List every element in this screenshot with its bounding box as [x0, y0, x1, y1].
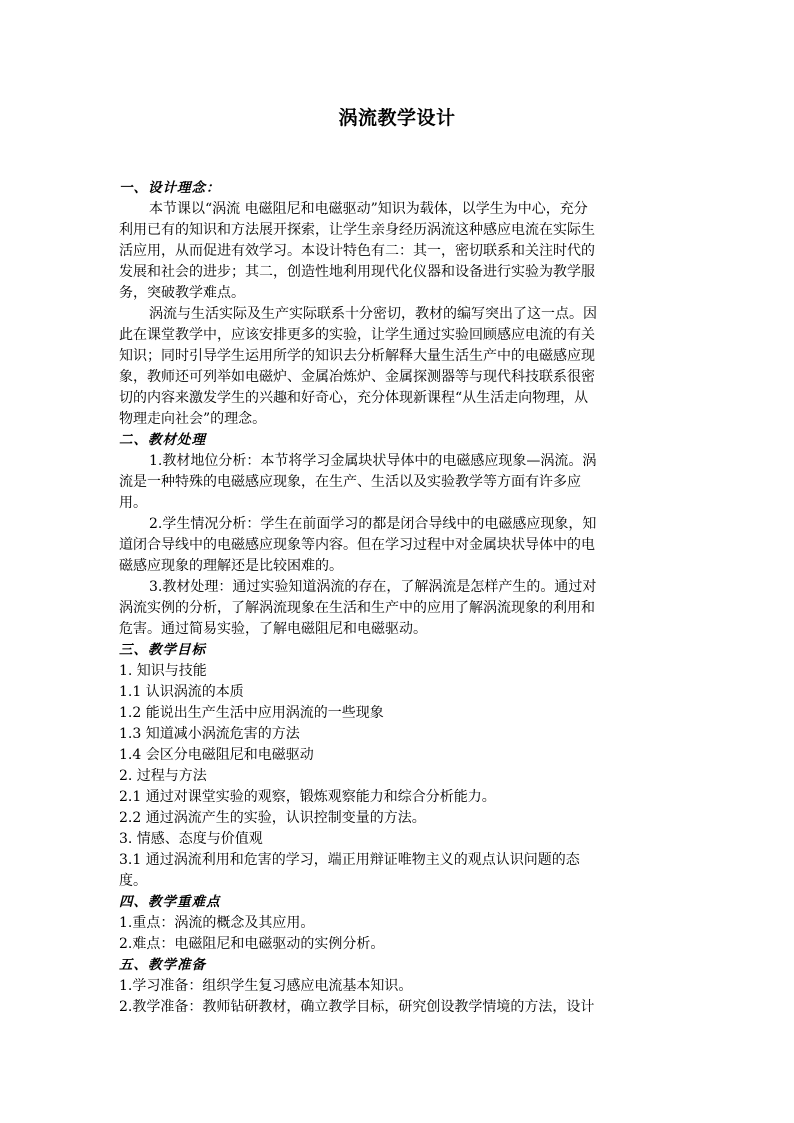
- text-line: 物理走向社会”的理念。: [119, 411, 267, 427]
- text-line: 磁感应现象的理解还是比较困难的。: [119, 558, 343, 574]
- text-line: 1.教材地位分析：本节将学习金属块状导体中的电磁感应现象—涡流。涡: [149, 453, 597, 469]
- text-line: 1. 知识与技能: [119, 663, 207, 679]
- section-heading: 五、教学准备: [119, 957, 206, 973]
- text-line: 2.学生情况分析：学生在前面学习的都是闭合导线中的电磁感应现象，知: [149, 516, 597, 532]
- text-line: 3.教材处理：通过实验知道涡流的存在，了解涡流是怎样产生的。通过对: [149, 579, 597, 595]
- text-line: 本节课以“涡流 电磁阻尼和电磁驱动”知识为载体，以学生为中心，充分: [149, 201, 588, 217]
- text-line: 切的内容来激发学生的兴趣和好奇心，充分体现新课程“从生活走向物理，从: [119, 390, 589, 406]
- section-heading: 一、设计理念：: [119, 180, 221, 196]
- text-line: 3. 情感、态度与价值观: [119, 831, 263, 847]
- text-line: 危害。通过简易实验，了解电磁阻尼和电磁驱动。: [119, 621, 427, 637]
- section-heading: 三、教学目标: [119, 642, 206, 658]
- text-line: 3.1 通过涡流利用和危害的学习，端正用辩证唯物主义的观点认识问题的态: [119, 852, 580, 868]
- section-heading: 四、教学重难点: [119, 894, 221, 910]
- text-line: 2.教学准备：教师钻研教材，确立教学目标，研究创设教学情境的方法，设计: [119, 999, 595, 1015]
- text-line: 活应用，从而促进有效学习。本设计特色有二：其一，密切联系和关注时代的: [119, 243, 595, 259]
- text-line: 2.2 通过涡流产生的实验，认识控制变量的方法。: [119, 810, 426, 826]
- text-line: 1.3 知道减小涡流危害的方法: [119, 726, 300, 742]
- section-heading: 二、教材处理: [119, 432, 206, 448]
- text-line: 道闭合导线中的电磁感应现象等内容。但在学习过程中对金属块状导体中的电: [119, 537, 595, 553]
- document-title: 涡流教学设计: [338, 107, 456, 129]
- text-line: 1.1 认识涡流的本质: [119, 684, 244, 700]
- text-line: 此在课堂教学中，应该安排更多的实验，让学生通过实验回顾感应电流的有关: [119, 327, 595, 343]
- text-line: 1.4 会区分电磁阻尼和电磁驱动: [119, 747, 314, 763]
- text-line: 1.重点：涡流的概念及其应用。: [119, 915, 315, 931]
- text-line: 2.难点：电磁阻尼和电磁驱动的实例分析。: [119, 936, 385, 952]
- text-line: 务，突破教学难点。: [119, 285, 245, 301]
- text-line: 用。: [119, 495, 147, 511]
- text-line: 1.2 能说出生产生活中应用涡流的一些现象: [119, 705, 384, 721]
- text-line: 知识；同时引导学生运用所学的知识去分析解释大量生活生产中的电磁感应现: [119, 348, 595, 364]
- text-line: 1.学习准备：组织学生复习感应电流基本知识。: [119, 978, 413, 994]
- text-line: 2. 过程与方法: [119, 768, 207, 784]
- text-line: 涡流实例的分析，了解涡流现象在生活和生产中的应用了解涡流现象的利用和: [119, 600, 595, 616]
- text-line: 利用已有的知识和方法展开探索，让学生亲身经历涡流这种感应电流在实际生: [119, 222, 595, 238]
- text-line: 2.1 通过对课堂实验的观察，锻炼观察能力和综合分析能力。: [119, 789, 496, 805]
- text-line: 发展和社会的进步；其二，创造性地利用现代化仪器和设备进行实验为教学服: [119, 264, 595, 280]
- text-line: 象，教师还可列举如电磁炉、金属冶炼炉、金属探测器等与现代科技联系很密: [119, 369, 595, 385]
- text-line: 度。: [119, 873, 147, 889]
- text-line: 涡流与生活实际及生产实际联系十分密切，教材的编写突出了这一点。因: [149, 306, 597, 322]
- document-body: [119, 178, 675, 1018]
- text-line: 流是一种特殊的电磁感应现象，在生产、生活以及实验教学等方面有许多应: [119, 474, 581, 490]
